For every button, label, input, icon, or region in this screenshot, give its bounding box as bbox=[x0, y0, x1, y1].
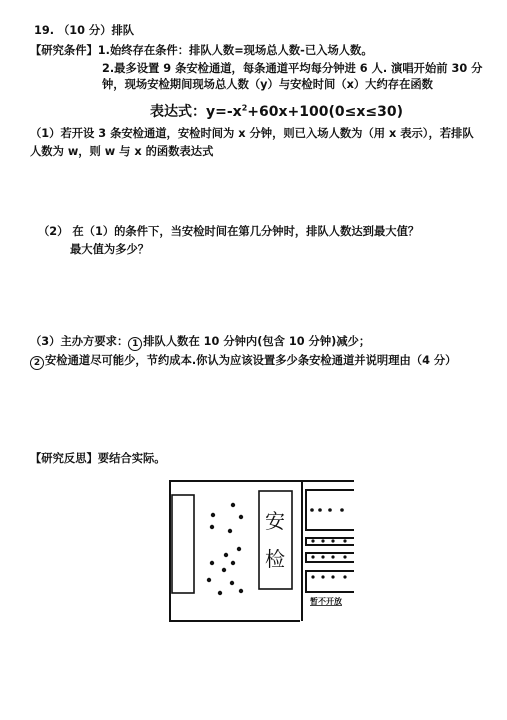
person-dot bbox=[239, 589, 243, 593]
condition-2-line-2: 钟，现场安检期间现场总人数（y）与安检时间（x）大约存在函数 bbox=[102, 78, 433, 91]
person-dot bbox=[231, 561, 235, 565]
person-dot bbox=[207, 578, 211, 582]
person-dot bbox=[222, 568, 226, 572]
person-dot bbox=[343, 555, 346, 558]
question-2-line-2: 最大值为多少？ bbox=[70, 243, 150, 256]
reflection-text: 要结合实际。 bbox=[97, 452, 166, 465]
security-sign-char-1: 安 bbox=[265, 509, 285, 533]
question-1-line-1: （1）若开设 3 条安检通道，安检时间为 x 分钟，则已入场人数为（用 x 表示），若排队 bbox=[30, 127, 474, 140]
person-dot bbox=[331, 555, 334, 558]
person-dot bbox=[230, 581, 234, 585]
person-dot bbox=[211, 513, 215, 517]
expression-tail: +60x+100(0≤x≤30) bbox=[247, 104, 403, 120]
question-1-line-2: 人数为 w，则 w 与 x 的函数表达式 bbox=[30, 145, 214, 158]
reflection-label: 【研究反思】 bbox=[30, 452, 98, 465]
person-dot bbox=[311, 555, 314, 558]
question-3-requirement-2: 安检通道尽可能少，节约成本.你认为应该设置多少条安检通道并说明理由（4 分） bbox=[45, 354, 457, 367]
person-dot bbox=[210, 525, 214, 529]
question-2-line-1: （2） 在（1）的条件下，当安检时间在第几分钟时，排队人数达到最大值？ bbox=[38, 225, 420, 238]
person-dot bbox=[237, 547, 241, 551]
expression-exponent: 2 bbox=[241, 103, 248, 113]
person-dot bbox=[331, 575, 334, 578]
security-sign-char-2: 检 bbox=[265, 547, 285, 571]
security-sign-box bbox=[259, 491, 292, 589]
person-dot bbox=[343, 539, 346, 542]
person-dot bbox=[231, 503, 235, 507]
circled-number-1: 1 bbox=[128, 337, 142, 351]
condition-2-line-1: 2.最多设置 9 条安检通道，每条通道平均每分钟进 6 人. 演唱开始前 30 分 bbox=[102, 62, 483, 75]
question-3-prefix: （3）主办方要求： bbox=[30, 335, 129, 348]
person-dot bbox=[321, 575, 324, 578]
person-dot bbox=[224, 553, 228, 557]
person-dot bbox=[311, 539, 314, 542]
person-dot bbox=[310, 508, 314, 512]
lane-people bbox=[310, 508, 346, 578]
person-dot bbox=[321, 539, 324, 542]
problem-header: 19. （10 分）排队 bbox=[34, 24, 135, 37]
question-3-requirement-1: 排队人数在 10 分钟内(包含 10 分钟)减少； bbox=[143, 335, 371, 348]
person-dot bbox=[340, 508, 344, 512]
circled-number-2: 2 bbox=[30, 356, 44, 370]
expression-head: y=-x bbox=[206, 104, 242, 120]
lane-closed-label: 暂不开放 bbox=[310, 597, 342, 606]
person-dot bbox=[228, 529, 232, 533]
person-dot bbox=[343, 575, 346, 578]
expression-label: 表达式： bbox=[150, 104, 206, 120]
conditions-label: 【研究条件】 bbox=[30, 44, 98, 57]
person-dot bbox=[210, 561, 214, 565]
person-dot bbox=[218, 591, 222, 595]
side-wall-block bbox=[172, 495, 194, 593]
person-dot bbox=[328, 508, 332, 512]
person-dot bbox=[311, 575, 314, 578]
person-dot bbox=[318, 508, 322, 512]
condition-1: 1.始终存在条件：排队人数=现场总人数-已入场人数。 bbox=[97, 44, 373, 57]
lane-4 bbox=[306, 571, 354, 592]
person-dot bbox=[239, 515, 243, 519]
person-dot bbox=[331, 539, 334, 542]
crowd-dots bbox=[207, 503, 243, 595]
person-dot bbox=[321, 555, 324, 558]
